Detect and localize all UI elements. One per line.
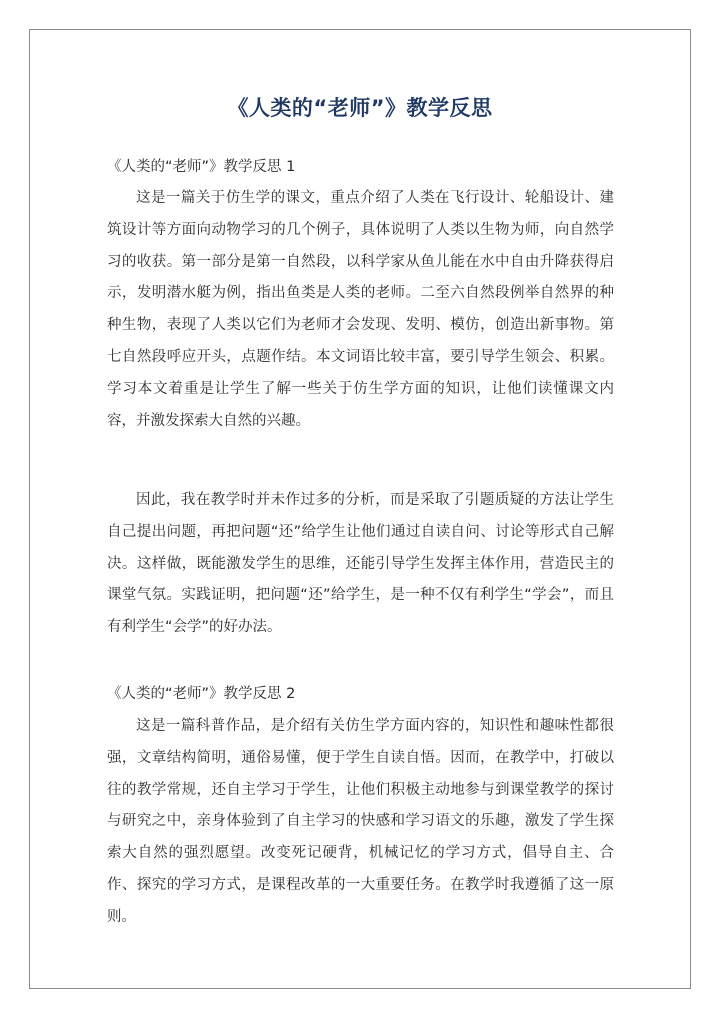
section-2-paragraph-1: 这是一篇科普作品，是介绍有关仿生学方面内容的，知识性和趣味性都很强，文章结构简明，通俗易懂，便于学生自读自悟。因而，在教学中，打破以往的教学常规，还自主学习于学生，让他们积极主动地参与到课堂教学的探讨与研究之中，亲身体验到了自主学习的快感和学习语文的乐趣，激发了学生探索大自然的强烈愿望。改变死记硬背，机械记忆的学习方式，倡导自主、合作、探究的学习方式，是课程改革的一大重要任务。在教学时我遵循了这一原则。 bbox=[107, 718, 614, 925]
section-1-paragraph-1: 这是一篇关于仿生学的课文，重点介绍了人类在飞行设计、轮船设计、建筑设计等方面向动物学习的几个例子，具体说明了人类以生物为师，向自然学习的收获。第一部分是第一自然段，以科学家从鱼儿能在水中自由升降获得启示，发明潜水艇为例，指出鱼类是人类的老师。二至六自然段例举自然界的种种生物，表现了人类以它们为老师才会发现、发明、模仿，创造出新事物。第七自然段呼应开头，点题作结。本文词语比较丰富，要引导学生领会、积累。学习本文着重是让学生了解一些关于仿生学方面的知识，让他们读懂课文内容，并激发探索大自然的兴趣。 bbox=[107, 190, 614, 429]
section-heading-2: 《人类的“老师”》教学反思 2 bbox=[107, 686, 296, 702]
document-title: 《人类的“老师”》教学反思 bbox=[227, 96, 493, 120]
section-heading-1: 《人类的“老师”》教学反思 1 bbox=[107, 159, 296, 175]
section-1-paragraph-2: 因此，我在教学时并未作过多的分析，而是采取了引题质疑的方法让学生自己提出问题，再把问题“还”给学生让他们通过自读自问、讨论等形式自己解决。这样做，既能激发学生的思维，还能引导学生发挥主体作用，营造民主的课堂气氛。实践证明，把问题“还”给学生，是一种不仅有利学生“学会”，而且有利学生“会学”的好办法。 bbox=[107, 492, 614, 636]
